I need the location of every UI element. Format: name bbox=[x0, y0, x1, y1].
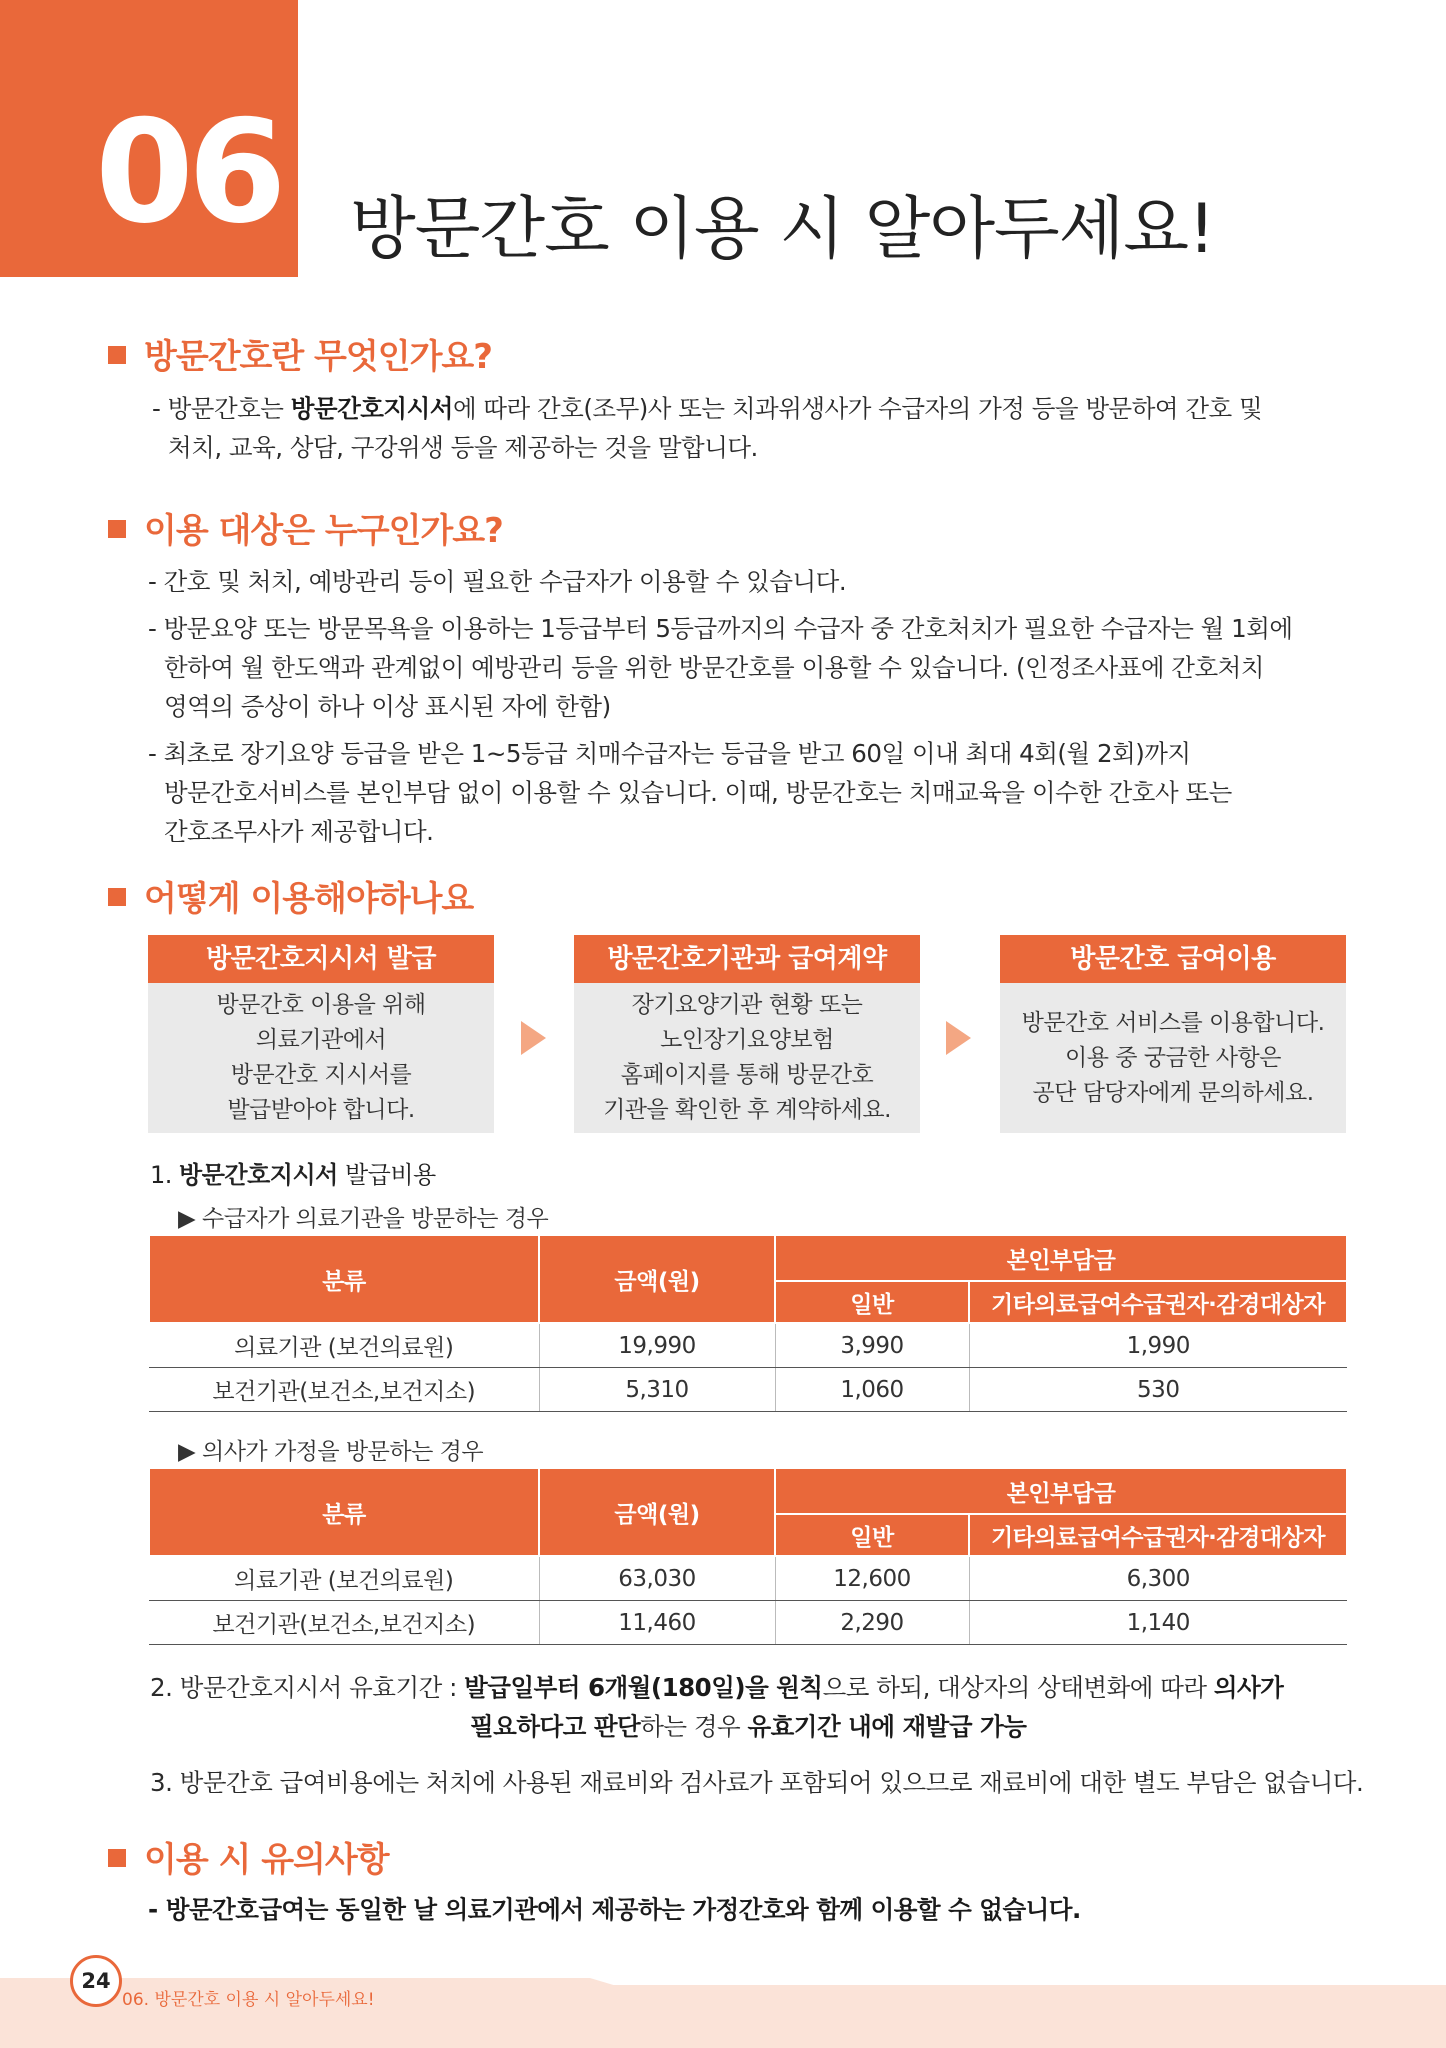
header-copay: 본인부담금 bbox=[775, 1235, 1347, 1281]
bold-term: 유효기간 내에 재발급 가능 bbox=[747, 1712, 1027, 1741]
step-3-title: 방문간호 급여이용 bbox=[1000, 935, 1346, 983]
arrow-right-icon bbox=[521, 1021, 546, 1055]
table-2-caption: ▶ 의사가 가정을 방문하는 경우 bbox=[178, 1439, 484, 1465]
what-paragraph-line2: 처치, 교육, 상담, 구강위생 등을 제공하는 것을 말합니다. bbox=[168, 433, 758, 462]
header-amount: 금액(원) bbox=[539, 1235, 775, 1323]
step-1-line: 의료기관에서 bbox=[255, 1027, 387, 1053]
footer-title: 06. 방문간호 이용 시 알아두세요! bbox=[122, 1990, 375, 2010]
fee-table-2 bbox=[148, 1467, 1348, 1645]
header-copay: 본인부담금 bbox=[775, 1468, 1347, 1514]
page-number: 24 bbox=[70, 1955, 122, 2007]
section-heading-text: 어떻게 이용해야하나요 bbox=[144, 879, 474, 919]
square-bullet-icon bbox=[108, 888, 126, 906]
step-3-line: 이용 중 궁금한 사항은 bbox=[1065, 1044, 1281, 1071]
header-category: 분류 bbox=[149, 1468, 539, 1556]
cell-other: 1,990 bbox=[969, 1323, 1347, 1368]
target-bullet-3-line1: - 최초로 장기요양 등급을 받은 1~5등급 치매수급자는 등급을 받고 60일 이내 최대 4회(월 2회)까지 bbox=[148, 739, 1191, 768]
step-2-line: 홈페이지를 통해 방문간호 bbox=[620, 1062, 874, 1088]
table-row bbox=[149, 1556, 1347, 1601]
target-bullet-3-line2: 방문간호서비스를 본인부담 없이 이용할 수 있습니다. 이때, 방문간호는 치매교육을 이수한 간호사 또는 bbox=[164, 778, 1232, 807]
cell-category: 보건기관(보건소,보건지소) bbox=[149, 1368, 539, 1412]
bold-term: 발급일부터 6개월(180일)을 원칙 bbox=[464, 1673, 823, 1702]
target-bullet-3-line3: 간호조무사가 제공합니다. bbox=[164, 817, 434, 846]
target-bullet-2-line3: 영역의 증상이 하나 이상 표시된 자에 한함) bbox=[164, 692, 611, 721]
step-2-line: 기관을 확인한 후 계약하세요. bbox=[603, 1097, 891, 1123]
table-1-caption: ▶ 수급자가 의료기관을 방문하는 경우 bbox=[178, 1206, 549, 1232]
cell-general: 12,600 bbox=[775, 1556, 969, 1601]
cell-amount: 5,310 bbox=[539, 1368, 775, 1412]
bold-term: 필요하다고 판단 bbox=[470, 1712, 641, 1741]
section-heading-what bbox=[108, 337, 492, 377]
step-2-title: 방문간호기관과 급여계약 bbox=[574, 935, 920, 983]
header-general: 일반 bbox=[775, 1514, 969, 1556]
header-other: 기타의료급여수급권자·감경대상자 bbox=[969, 1514, 1347, 1556]
text-span: 2. 방문간호지시서 유효기간 : bbox=[150, 1673, 465, 1702]
step-2-line: 장기요양기관 현황 또는 bbox=[631, 992, 863, 1018]
fee-section-label bbox=[150, 1155, 436, 1190]
note-3: 3. 방문간호 급여비용에는 처치에 사용된 재료비와 검사료가 포함되어 있으므로 재료비에 대한 별도 부담은 없습니다. bbox=[150, 1768, 1364, 1797]
cell-category: 의료기관 (보건의료원) bbox=[149, 1556, 539, 1601]
step-3-line: 공단 담당자에게 문의하세요. bbox=[1032, 1079, 1314, 1106]
caution-text: - 방문간호급여는 동일한 날 의료기관에서 제공하는 가정간호와 함께 이용할 수 없습니다. bbox=[148, 1895, 1081, 1924]
cell-general: 3,990 bbox=[775, 1323, 969, 1368]
target-bullet-2-line1: - 방문요양 또는 방문목욕을 이용하는 1등급부터 5등급까지의 수급자 중 간호처치가 필요한 수급자는 월 1회에 bbox=[148, 614, 1293, 643]
what-paragraph-line1 bbox=[152, 389, 1262, 428]
text-span: 1. bbox=[150, 1161, 180, 1189]
square-bullet-icon bbox=[108, 520, 126, 538]
target-bullet-2-line2: 한하여 월 한도액과 관계없이 예방관리 등을 위한 방문간호를 이용할 수 있습니다. (인정조사표에 간호처치 bbox=[164, 653, 1264, 682]
section-heading-how bbox=[108, 879, 474, 919]
text-span: 하는 경우 bbox=[640, 1712, 748, 1741]
cell-amount: 11,460 bbox=[539, 1601, 775, 1645]
section-heading-target bbox=[108, 511, 503, 551]
bold-term: 방문간호지시서 bbox=[179, 1161, 338, 1189]
cell-general: 2,290 bbox=[775, 1601, 969, 1645]
cell-amount: 63,030 bbox=[539, 1556, 775, 1601]
bold-term: 방문간호지시서 bbox=[290, 394, 453, 423]
step-1-line: 방문간호 지시서를 bbox=[230, 1062, 412, 1088]
chapter-number: 06 bbox=[95, 90, 281, 255]
step-1-line: 발급받아야 합니다. bbox=[227, 1097, 415, 1123]
header-amount: 금액(원) bbox=[539, 1468, 775, 1556]
text-span: 으로 하되, 대상자의 상태변화에 따라 bbox=[822, 1673, 1214, 1702]
section-heading-text: 이용 시 유의사항 bbox=[144, 1840, 389, 1880]
section-heading-caution bbox=[108, 1840, 389, 1880]
text-span: - 방문간호는 bbox=[152, 394, 291, 423]
step-3-body bbox=[1000, 983, 1346, 1133]
step-3-line: 방문간호 서비스를 이용합니다. bbox=[1021, 1009, 1325, 1036]
cell-category: 보건기관(보건소,보건지소) bbox=[149, 1601, 539, 1645]
note-2-line2 bbox=[470, 1707, 1026, 1746]
step-1-line: 방문간호 이용을 위해 bbox=[216, 992, 426, 1018]
header-category: 분류 bbox=[149, 1235, 539, 1323]
square-bullet-icon bbox=[108, 346, 126, 364]
step-2-body bbox=[574, 983, 920, 1133]
header-other: 기타의료급여수급권자·감경대상자 bbox=[969, 1281, 1347, 1323]
cell-general: 1,060 bbox=[775, 1368, 969, 1412]
page-title: 방문간호 이용 시 알아두세요! bbox=[350, 190, 1215, 269]
note-2-line1 bbox=[150, 1668, 1283, 1707]
fee-table-1 bbox=[148, 1234, 1348, 1412]
bold-term: 의사가 bbox=[1213, 1673, 1284, 1702]
cell-other: 530 bbox=[969, 1368, 1347, 1412]
table-row bbox=[149, 1323, 1347, 1368]
step-2-line: 노인장기요양보험 bbox=[660, 1027, 834, 1053]
cell-amount: 19,990 bbox=[539, 1323, 775, 1368]
step-1-body bbox=[148, 983, 494, 1133]
target-bullet-1: - 간호 및 처치, 예방관리 등이 필요한 수급자가 이용할 수 있습니다. bbox=[148, 567, 847, 596]
text-span: 에 따라 간호(조무)사 또는 치과위생사가 수급자의 가정 등을 방문하여 간호 및 bbox=[452, 394, 1263, 423]
header-general: 일반 bbox=[775, 1281, 969, 1323]
cell-other: 1,140 bbox=[969, 1601, 1347, 1645]
square-bullet-icon bbox=[108, 1849, 126, 1867]
cell-category: 의료기관 (보건의료원) bbox=[149, 1323, 539, 1368]
cell-other: 6,300 bbox=[969, 1556, 1347, 1601]
arrow-right-icon bbox=[946, 1021, 971, 1055]
section-heading-text: 이용 대상은 누구인가요? bbox=[144, 511, 503, 551]
step-1-title: 방문간호지시서 발급 bbox=[148, 935, 494, 983]
table-row bbox=[149, 1368, 1347, 1412]
text-span: 발급비용 bbox=[337, 1161, 436, 1189]
table-row bbox=[149, 1601, 1347, 1645]
section-heading-text: 방문간호란 무엇인가요? bbox=[144, 337, 492, 377]
